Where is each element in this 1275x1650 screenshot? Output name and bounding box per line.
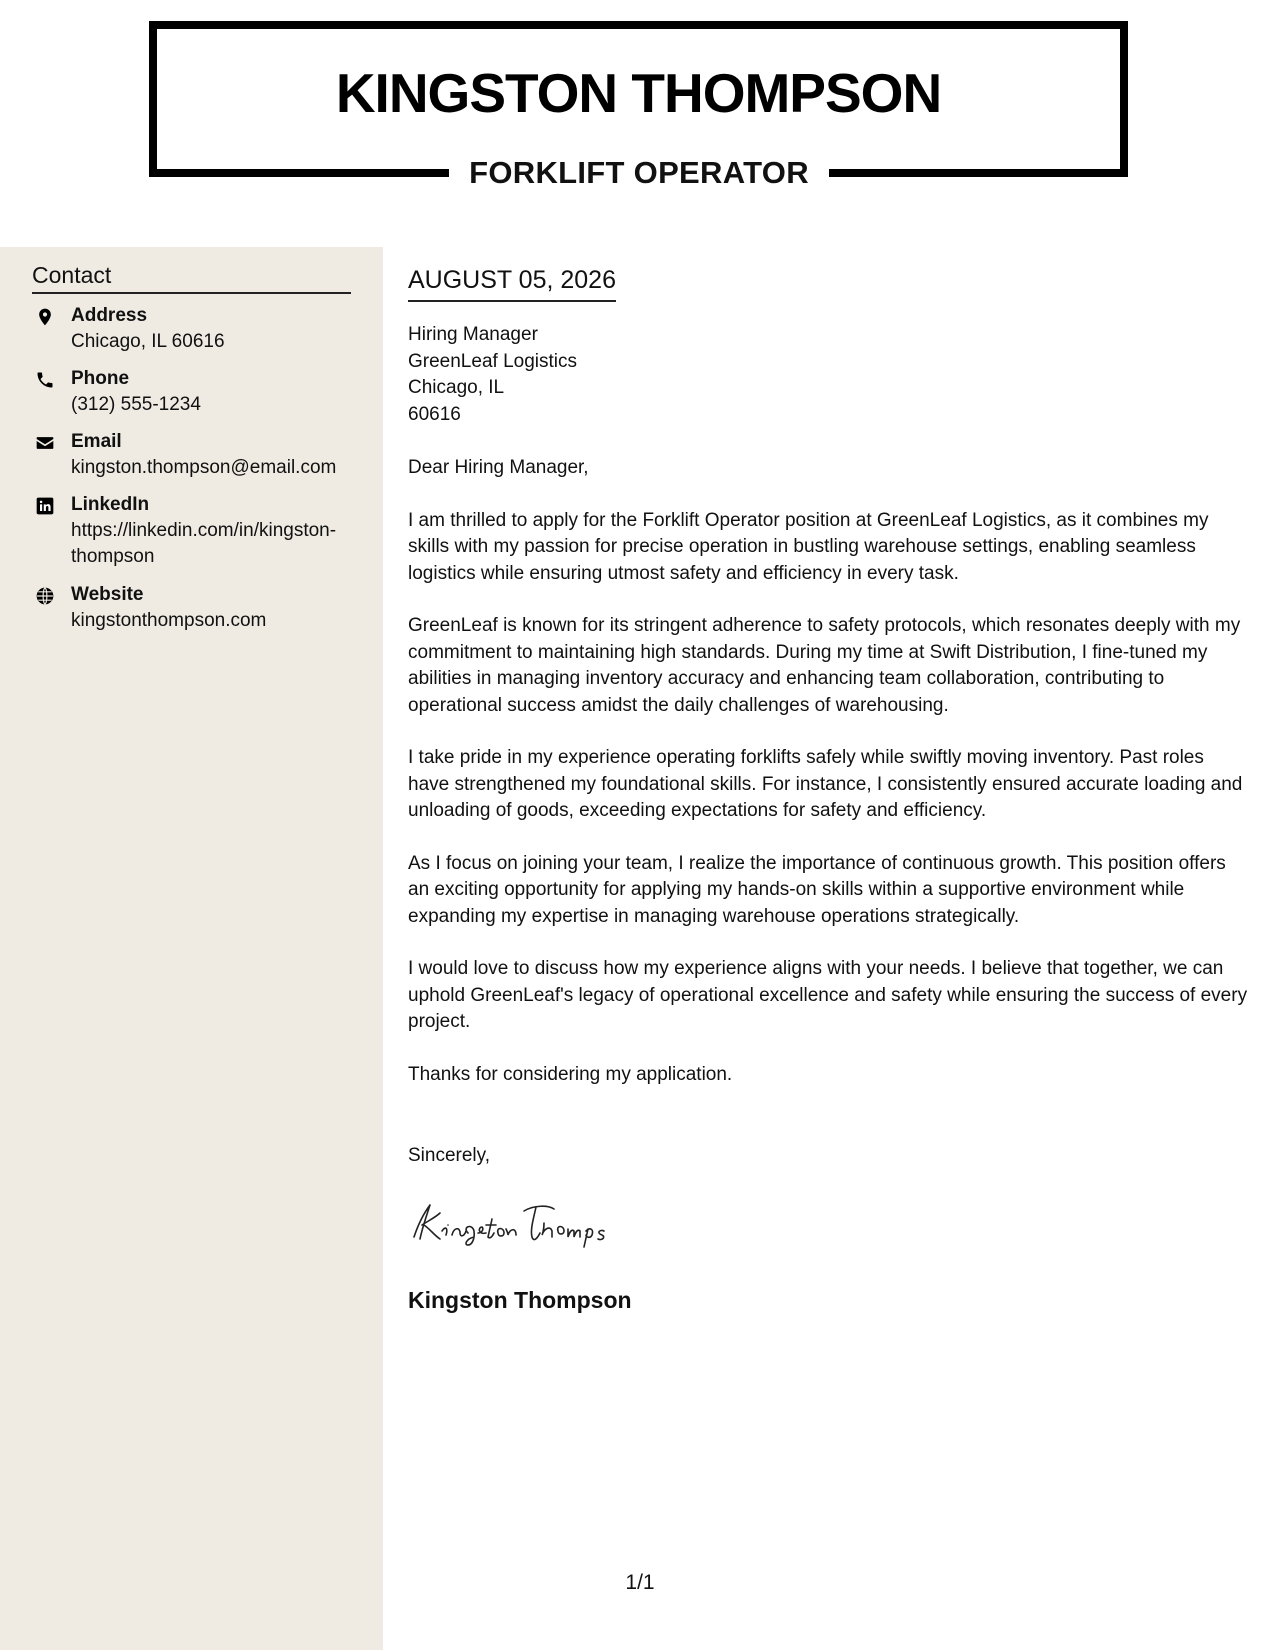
contact-value: Chicago, IL 60616 — [71, 331, 225, 352]
contact-heading: Contact — [32, 258, 351, 294]
recipient-line: Hiring Manager — [408, 324, 538, 345]
contact-value: kingston.thompson@email.com — [71, 457, 337, 478]
body-paragraph: I would love to discuss how my experience aligns with your needs. I believe that together, we can uphold GreenLeaf's legacy of operational excellence and safety while ensuring the success of every project. — [408, 958, 1248, 1032]
contact-address — [32, 303, 362, 355]
globe-icon — [32, 584, 58, 610]
page-indicator: 1/1 — [625, 1571, 655, 1594]
salutation: Dear Hiring Manager, — [408, 457, 589, 478]
body-paragraph: Thanks for considering my application. — [408, 1063, 733, 1085]
recipient-line: Chicago, IL — [408, 377, 505, 398]
letter-date: AUGUST 05, 2026 — [408, 263, 616, 302]
body-paragraph: I am thrilled to apply for the Forklift Operator position at GreenLeaf Logistics, as it combines my skills with my passion for precise operation in bustling warehouse settings, enabling seamless logistics while ensuring utmost safety and efficiency in every task. — [408, 509, 1209, 584]
recipient-block — [408, 322, 577, 428]
recipient-line: GreenLeaf Logistics — [408, 350, 577, 372]
handwritten-signature — [408, 1195, 668, 1251]
contact-label: Website — [71, 584, 144, 605]
contact-website — [32, 582, 362, 634]
job-title-container — [449, 148, 829, 198]
job-title: FORKLIFT OPERATOR — [469, 155, 809, 190]
contact-label: Phone — [71, 368, 130, 389]
recipient-line: 60616 — [408, 403, 461, 425]
contact-value: https://linkedin.com/in/kingston-thompson — [71, 520, 337, 567]
location-pin-icon — [32, 305, 58, 331]
body-paragraph: As I focus on joining your team, I realize the importance of continuous growth. This position offers an exciting opportunity for applying my hands-on skills within a supportive environment while expanding my expertise in managing warehouse operations strategically. — [408, 852, 1226, 927]
phone-icon — [32, 368, 58, 394]
contact-label: Address — [71, 305, 148, 326]
contact-email — [32, 429, 362, 481]
body-paragraph: GreenLeaf is known for its stringent adherence to safety protocols, which resonates deeply with my commitment to maintaining high standards. During my time at Swift Distribution, I fine-tuned my abilities in managing inventory accuracy and enhancing team collaboration, contributing to operational success amidst the daily challenges of warehousing. — [408, 615, 1241, 716]
closing: Sincerely, — [408, 1145, 491, 1166]
signer-name: Kingston Thompson — [408, 1287, 632, 1313]
contact-label: Email — [71, 431, 122, 452]
contact-value: (312) 555-1234 — [71, 394, 201, 415]
contact-label: LinkedIn — [71, 494, 150, 515]
candidate-name: KINGSTON THOMPSON — [335, 62, 942, 124]
body-paragraph: I take pride in my experience operating forklifts safely while swiftly moving inventory. Past roles have strengthened my foundational skills. For instance, I consistently ensured accurate loading and unloading of goods, exceeding expectations for safety and efficiency. — [408, 747, 1243, 821]
envelope-icon — [32, 431, 58, 457]
contact-value: kingstonthompson.com — [71, 610, 267, 631]
letter-body — [408, 455, 1248, 1114]
contact-linkedin — [32, 492, 362, 570]
contact-phone — [32, 366, 362, 418]
linkedin-icon — [32, 494, 58, 520]
